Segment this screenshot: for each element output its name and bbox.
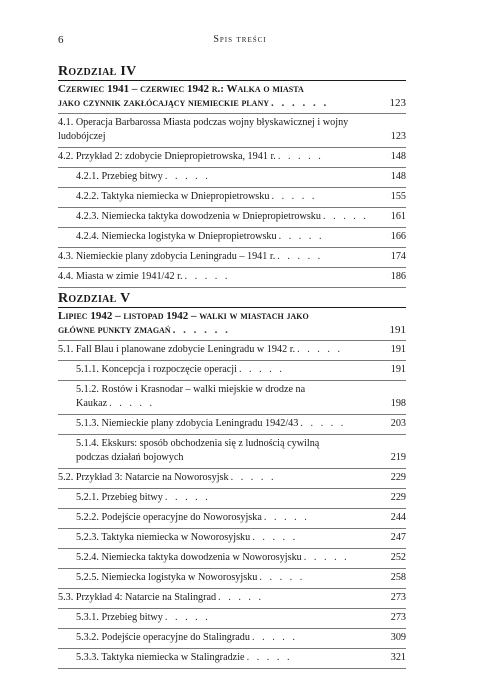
entry-title xyxy=(58,150,380,164)
page-ref: 155 xyxy=(390,191,406,202)
entry-title xyxy=(58,591,380,605)
chapter-block xyxy=(58,64,406,288)
page-ref: 244 xyxy=(390,512,406,523)
chapter-label: Rozdział V xyxy=(58,291,131,306)
toc-entry xyxy=(58,208,406,228)
dot-leader: . . . . . xyxy=(278,231,325,242)
page-ref: 186 xyxy=(390,271,406,282)
entry-title xyxy=(76,437,380,465)
toc-entry xyxy=(58,509,406,529)
toc-entry xyxy=(58,469,406,489)
entry-title xyxy=(58,471,380,485)
toc-entry xyxy=(58,168,406,188)
entry-line: 4.2.4. Niemiecka logistyka w Dniepropietrowsku xyxy=(76,231,277,242)
toc-entry xyxy=(58,549,406,569)
toc-entry xyxy=(58,435,406,469)
dot-leader: . . . . . xyxy=(109,398,155,409)
page-ref: 161 xyxy=(390,211,406,222)
entry-line: ludobójczej xyxy=(58,131,106,142)
page-ref: 191 xyxy=(389,324,406,336)
page-ref: 229 xyxy=(390,472,406,483)
entry-title xyxy=(76,363,380,377)
entry-title xyxy=(76,491,380,505)
chapter-title-line: Czerwiec 1941 – czerwiec 1942 r.: Walka o miasta xyxy=(58,83,304,95)
entry-title xyxy=(76,611,380,625)
toc-entry xyxy=(58,381,406,415)
dot-leader: . . . . . xyxy=(277,251,323,262)
entry-line: 5.3.2. Podejście operacyjne do Stalingradu xyxy=(76,632,250,643)
entry-line: 4.2.2. Taktyka niemiecka w Dniepropietrowsku xyxy=(76,191,270,202)
dot-leader: . . . . . xyxy=(230,472,277,483)
dot-leader: . . . . . xyxy=(300,418,346,429)
chapter-title-text xyxy=(58,82,380,110)
dot-leader: . . . . . xyxy=(277,151,324,162)
entry-line: 5.2.5. Niemiecka logistyka w Noworosyjsku xyxy=(76,572,258,583)
entry-line: 5.1. Fall Blau i planowane zdobycie Leningradu w 1942 r. xyxy=(58,344,296,355)
entry-line: 5.3.3. Taktyka niemiecka w Stalingradzie xyxy=(76,652,245,663)
entry-line: podczas działań bojowych xyxy=(76,452,184,463)
dot-leader: . . . . . xyxy=(323,211,369,222)
dot-leader: . . . . . xyxy=(164,492,211,503)
dot-leader: . . . . . xyxy=(184,271,230,282)
entry-title xyxy=(76,551,380,565)
toc-entry xyxy=(58,569,406,589)
dot-leader: . . . . . xyxy=(259,572,305,583)
toc-entry xyxy=(58,341,406,361)
entry-title xyxy=(76,210,380,224)
page-ref: 148 xyxy=(390,151,406,162)
entry-title xyxy=(76,631,380,645)
page-ref: 123 xyxy=(389,97,406,109)
dot-leader: . . . . . xyxy=(303,552,350,563)
chapter-title-text xyxy=(58,309,380,337)
page-ref: 148 xyxy=(390,171,406,182)
entry-line: 5.2.2. Podejście operacyjne do Noworosyjska xyxy=(76,512,262,523)
dot-leader: . . . . . . xyxy=(172,324,231,336)
toc-entry xyxy=(58,148,406,168)
page-ref: 273 xyxy=(390,592,406,603)
entry-title xyxy=(58,250,380,264)
dot-leader: . . . . . xyxy=(238,364,285,375)
entry-line: 4.2. Przykład 2: zdobycie Dniepropietrowska, 1941 r. xyxy=(58,151,276,162)
entry-title xyxy=(58,116,380,144)
chapter-block xyxy=(58,291,406,669)
page-ref: 258 xyxy=(390,572,406,583)
page-ref: 203 xyxy=(390,418,406,429)
entry-line: 5.2.1. Przebieg bitwy xyxy=(76,492,163,503)
toc-entry xyxy=(58,589,406,609)
entry-title xyxy=(76,571,380,585)
page-ref: 174 xyxy=(390,251,406,262)
chapter-title-line: Lipiec 1942 – listopad 1942 – walki w miastach jako xyxy=(58,310,309,322)
dot-leader: . . . . . xyxy=(246,652,292,663)
entry-line: 4.4. Miasta w zimie 1941/42 r. xyxy=(58,271,183,282)
entry-line: 5.2.3. Taktyka niemiecka w Noworosyjsku xyxy=(76,532,251,543)
entry-line: 5.3. Przykład 4: Natarcie na Stalingrad xyxy=(58,592,217,603)
dot-leader: . . . . . xyxy=(297,344,343,355)
page-ref: 273 xyxy=(390,612,406,623)
entry-title xyxy=(76,230,380,244)
entry-title xyxy=(76,511,380,525)
page-ref: 191 xyxy=(390,364,406,375)
toc-entry xyxy=(58,489,406,509)
dot-leader: . . . . . . xyxy=(271,97,329,109)
page-number: 6 xyxy=(58,34,64,46)
entry-line: 4.3. Niemieckie plany zdobycia Leningradu – 1941 r. xyxy=(58,251,276,262)
toc-entry xyxy=(58,248,406,268)
entry-line: 5.3.1. Przebieg bitwy xyxy=(76,612,163,623)
entry-title xyxy=(76,190,380,204)
entry-line: 5.1.1. Koncepcja i rozpoczęcie operacji xyxy=(76,364,237,375)
page-ref: 321 xyxy=(390,652,406,663)
entry-title xyxy=(58,343,380,357)
entry-title xyxy=(76,383,380,411)
toc-entry xyxy=(58,188,406,208)
entry-title xyxy=(76,417,380,431)
chapter-label: Rozdział IV xyxy=(58,64,137,79)
chapter-title-line: jako czynnik zakłócający niemieckie plany xyxy=(58,97,270,109)
chapter-title xyxy=(58,80,406,114)
entry-title xyxy=(76,531,380,545)
toc-entry xyxy=(58,609,406,629)
page-ref: 219 xyxy=(390,452,406,463)
chapter-title-line: główne punkty zmagań xyxy=(58,324,171,336)
chapter-title xyxy=(58,307,406,341)
dot-leader: . . . . . xyxy=(218,592,264,603)
running-title: Spis treści xyxy=(213,34,267,45)
page-ref: 229 xyxy=(390,492,406,503)
entry-line: 5.2.4. Niemiecka taktyka dowodzenia w Noworosyjsku xyxy=(76,552,302,563)
dot-leader: . . . . . xyxy=(252,532,298,543)
page-ref: 166 xyxy=(390,231,406,242)
entry-line: 5.1.4. Ekskurs: sposób obchodzenia się z ludnością cywilną xyxy=(76,438,320,449)
page-ref: 123 xyxy=(390,131,406,142)
toc-entry xyxy=(58,629,406,649)
dot-leader: . . . . . xyxy=(252,632,298,643)
entry-line: 4.2.1. Przebieg bitwy xyxy=(76,171,163,182)
entry-line: 4.1. Operacja Barbarossa Miasta podczas wojny błyskawicznej i wojny xyxy=(58,117,349,128)
toc-entry xyxy=(58,228,406,248)
toc-entry xyxy=(58,649,406,669)
entry-line: 5.1.3. Niemieckie plany zdobycia Leningradu 1942/43 xyxy=(76,418,299,429)
toc-entry xyxy=(58,361,406,381)
toc-entry xyxy=(58,114,406,148)
toc-entry xyxy=(58,415,406,435)
dot-leader xyxy=(184,452,190,463)
toc-entry xyxy=(58,268,406,288)
page-ref: 252 xyxy=(390,552,406,563)
page-ref: 309 xyxy=(390,632,406,643)
page-ref: 191 xyxy=(390,344,406,355)
dot-leader: . . . . . xyxy=(271,191,317,202)
entry-title xyxy=(76,651,380,665)
dot-leader: . . . . . xyxy=(164,171,211,182)
table-of-contents xyxy=(58,64,406,672)
page-ref: 247 xyxy=(390,532,406,543)
entry-line: 4.2.3. Niemiecka taktyka dowodzenia w Dniepropietrowsku xyxy=(76,211,321,222)
dot-leader: . . . . . xyxy=(263,512,310,523)
entry-line: 5.2. Przykład 3: Natarcie na Noworosyjsk xyxy=(58,472,229,483)
toc-entry xyxy=(58,529,406,549)
dot-leader xyxy=(106,131,112,142)
page-ref: 198 xyxy=(390,398,406,409)
entry-line: 5.1.2. Rostów i Krasnodar – walki miejskie w drodze na Kaukaz xyxy=(76,384,306,409)
entry-title xyxy=(58,270,380,284)
dot-leader: . . . . . xyxy=(164,612,211,623)
entry-title xyxy=(76,170,380,184)
